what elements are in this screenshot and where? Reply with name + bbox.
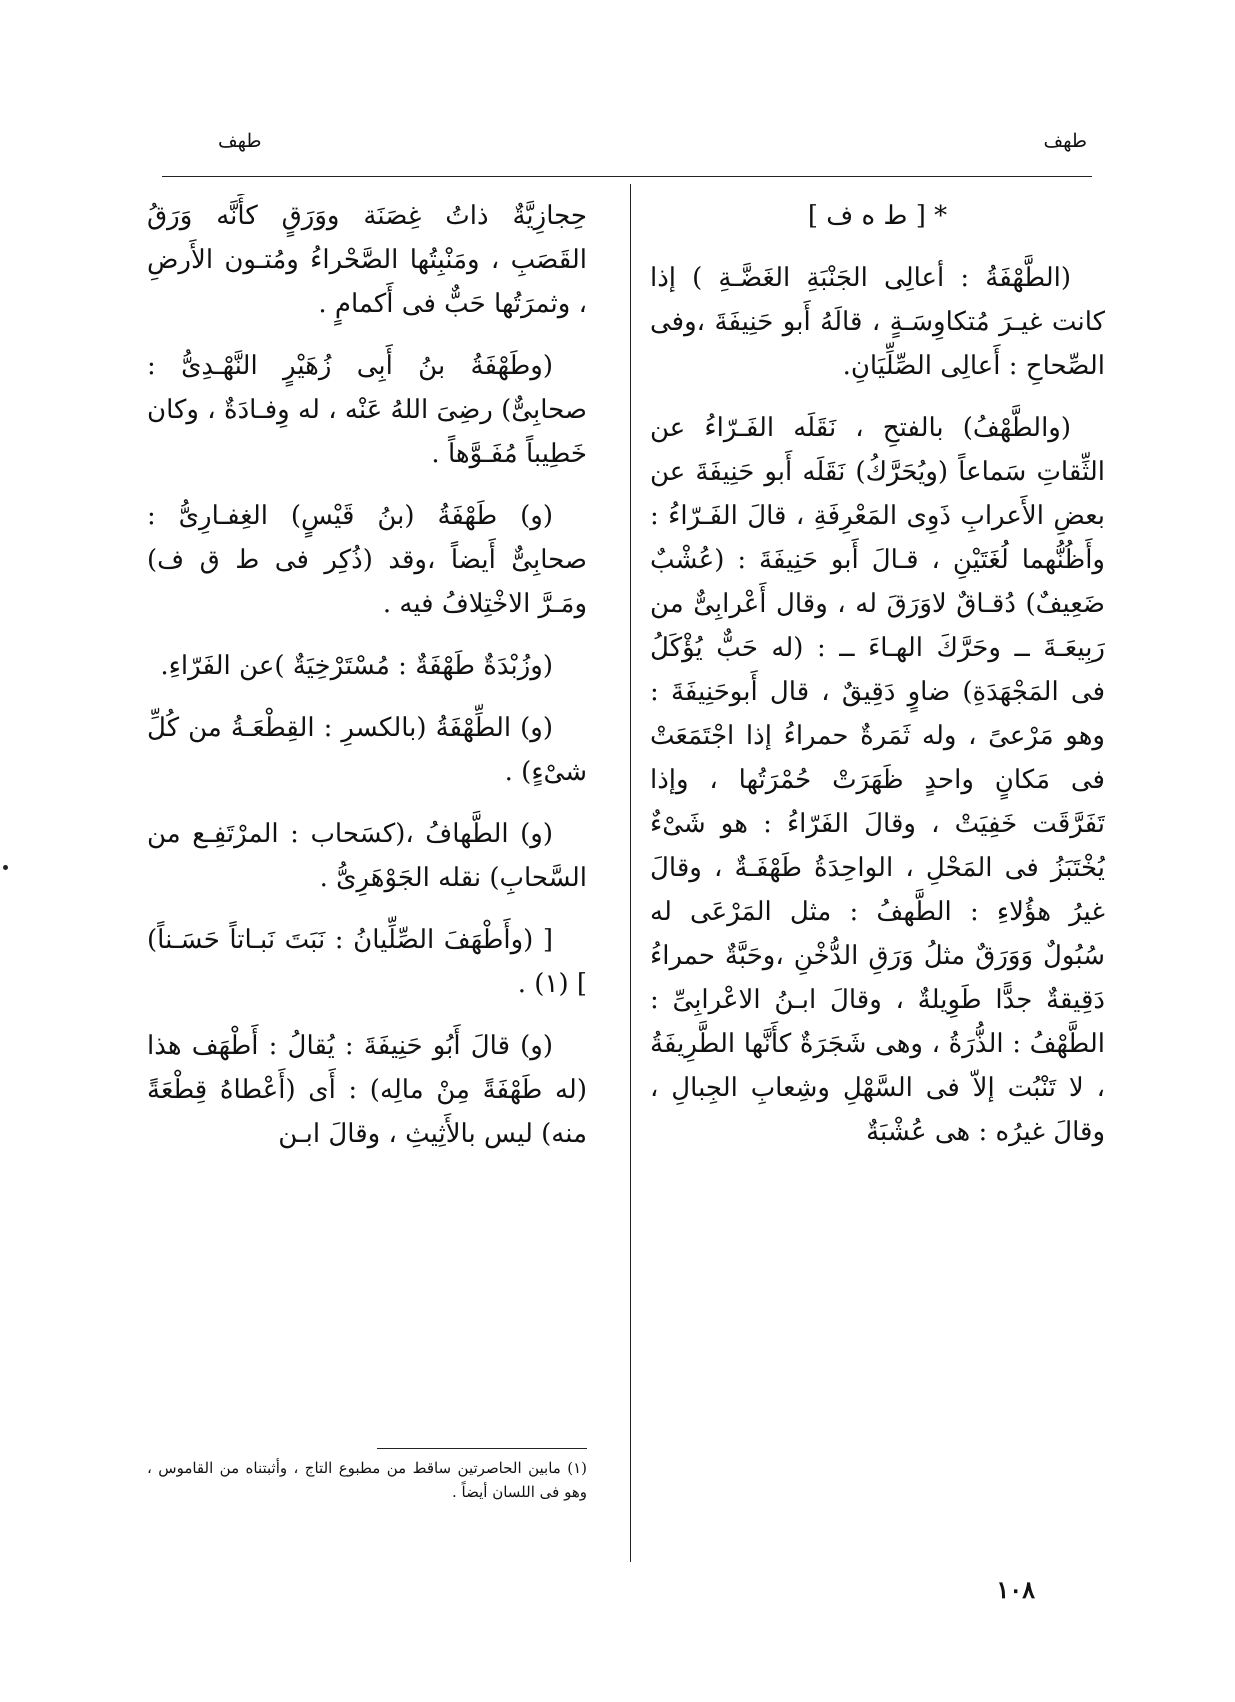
paragraph: (والطَّهْفُ) بالفتحِ ، نَقَلَه الفَـرّاءُ عن الثِّقاتِ سَماعاً (ويُحَرَّكُ) نَقَلَه أَبو حَنِيفَةَ عن بعضِ الأَعرابِ ذَوِى المَعْرِفَةِ ، قالَ الفَـرّاءُ : وأَظُنُّهما لُغَتَيْنِ ، قـالَ أَبو حَنِيفَةَ : (عُشْبٌ ضَعِيفٌ) دُقـاقٌ لاوَرَقَ له ، وقال أَعْرابِىٌّ من رَبِيعَـةَ ــ وحَرَّكَ الهـاءَ ــ : (له حَبٌّ يُؤْكَلُ فى المَجْهَدَةِ) ضاوٍ دَقِيقٌ ، قال أَبوحَنِيفَةَ : وهو مَرْعىً ، وله ثَمَرةٌ حمراءُ إذا اجْتَمَعَتْ فى مَكانٍ واحدٍ ظَهَرَتْ حُمْرَتُها ، وإذا تَفَرَّقَت خَفِيَتْ ، وقالَ الفَرّاءُ : هو شَىْءٌ يُخْتَبَزُ فى المَحْلِ ، الواحِدَةُ طَهْفَـةٌ ، وقالَ غيرُ هؤُلاءِ : الطَّهفُ : مثل المَرْعَى له سُبُولٌ وَوَرَقٌ مثلُ وَرَقِ الدُّخْنِ ،وحَبَّةٌ حمراءُ دَقِيقةٌ جدًّا طَوِيلةٌ ، وقالَ ابـنُ الاعْرابِىِّ : الطَّهْفُ : الذُّرَةُ ، وهى شَجَرَةٌ كأَنَّها الطَّرِيفَةُ ، لا تَنْبُت إلاّ فى السَّهْلِ وشِعابِ الجِبالِ ، وقالَ غيرُه : هى عُشْبَةٌ xyxy=(650,413,1105,1147)
running-head-left: طهف xyxy=(218,130,262,152)
running-head-right: طهف xyxy=(1043,130,1087,152)
footnote: (١) مابين الحاصرتين ساقط من مطبوع التاج ، وأثبتناه من القاموس ، وهو فى اللسان أيضاً . xyxy=(147,1459,587,1501)
header-rule xyxy=(162,176,1092,177)
paragraph: [ (وأَطْهَفَ الصِّلِّيانُ : نَبَتَ نَبـاتاً حَسَـناً) ] (١) . xyxy=(147,925,587,999)
entry-title: * [ ط ه ف ] xyxy=(807,201,948,231)
paragraph: (الطَّهْفَةُ : أعالِى الجَنْبَةِ الغَضَّـةِ ) إذا كانت غيـرَ مُتكاوِسَـةٍ ، قالَهُ أَبو حَنِيفَةَ ،وفى الصِّحاحِ : أَعالِى الصِّلِّيَانِ. xyxy=(650,263,1105,381)
page-number: ١٠٨ xyxy=(996,1575,1035,1604)
paragraph: (وطَهْفَةُ بنُ أَبِى زُهَيْرٍ النَّهْـدِىُّ : صحابِىٌّ) رضِىَ اللهُ عَنْه ، له وِفـادَةٌ ، وكان خَطِيباً مُفَـوَّهاً . xyxy=(147,351,587,469)
paragraph: (و) الطَّهافُ ،(كسَحاب : المرْتَفِـع من السَّحابِ) نقله الجَوْهَرِىُّ . xyxy=(147,819,587,893)
footnote-rule xyxy=(377,1448,587,1449)
right-column xyxy=(650,194,1105,1574)
column-divider xyxy=(630,184,631,1562)
paragraph: (و) قالَ أَبُو حَنِيفَةَ : يُقالُ : أَطْهَف هذا (له طَهْفَةً مِنْ مالِه) : أَى (أَعْطاهُ قِطْعَةً منه) ليس بالأَثِيثِ ، وقالَ ابـن xyxy=(147,1031,587,1149)
paragraph: (و) الطِّهْفَةُ (بالكسرِ : القِطْعَـةُ من كُلِّ شىْءٍ) . xyxy=(147,713,587,787)
paragraph: (و) طَهْفَةُ (بنُ قَيْسٍ) الغِفـارِىُّ : صحابِىٌّ أَيضاً ،وقد (ذُكِر فى ط ق ف) ومَـرَّ الاخْتِلافُ فيه . xyxy=(147,501,587,619)
margin-dot xyxy=(3,865,8,870)
paragraph: (وزُبْدَةٌ طَهْفَةٌ : مُسْتَرْخِيَةٌ )عن الفَرّاءِ. xyxy=(160,651,553,681)
left-column xyxy=(147,194,587,1574)
paragraph: حِجازِيَّةٌ ذاتُ غِصَنَة ووَرَقٍ كأَنَّه وَرَقُ القَصَبِ ، ومَنْبِتُها الصَّحْراءُ ومُتـون الأَرضِ ، وثمرَتُها حَبٌّ فى أَكمامٍ . xyxy=(147,201,587,319)
